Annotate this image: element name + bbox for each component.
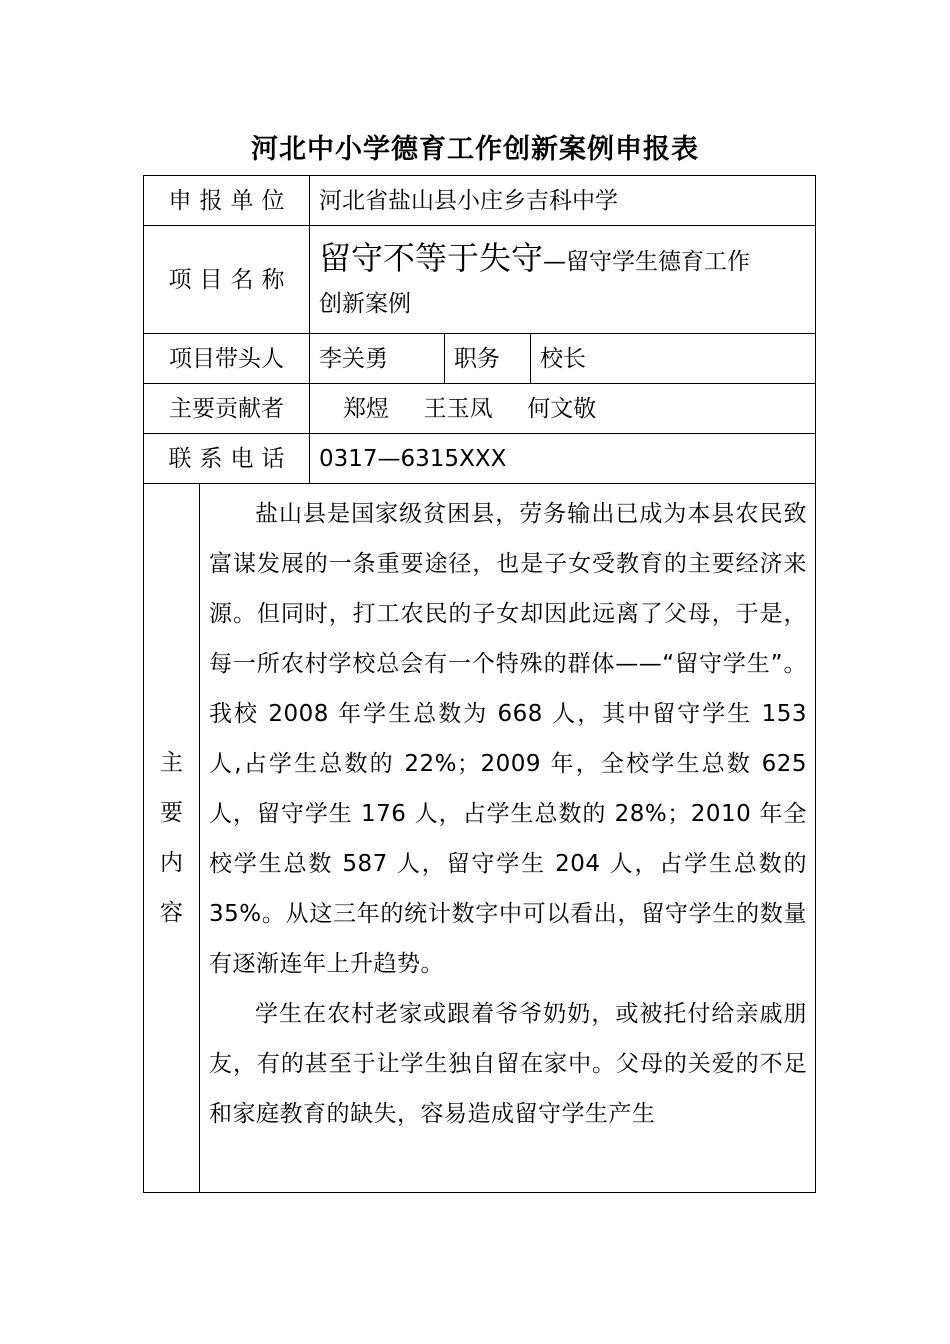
content-paragraph: 盐山县是国家级贫困县，劳务输出已成为本县农民致富谋发展的一条重要途径，也是子女受教育的主要经济来源。但同时，打工农民的子女却因此远离了父母，于是，每一所农村学校总会有一个特殊的群体——“留守学生”。我校 2008 年学生总数为 668 人，其中留守学生 153 人,占学生总数的 22%；2009 年，全校学生总数 625 人，留守学生 176 人，占学生总数的 28%；2010 年全校学生总数 587 人，留守学生 204 人，占学生总数的 35%。从这三年的统计数字中可以看出，留守学生的数量有逐渐连年上升趋势。 [209,501,807,977]
project-leader-value: 李关勇 [310,334,445,384]
applicant-unit-value: 河北省盐山县小庄乡吉科中学 [310,176,816,226]
main-content-label-char: 要 [160,800,183,826]
main-content-label-char: 容 [160,900,183,926]
row-contributors [144,384,816,434]
page-title: 河北中小学德育工作创新案例申报表 [251,134,699,165]
main-content-body [200,484,816,1193]
applicant-unit-label: 申报单位 [144,176,310,226]
project-leader-label: 项目带头人 [144,334,310,384]
content-paragraph: 学生在农村老家或跟着爷爷奶奶，或被托付给亲戚朋友，有的甚至于让学生独自留在家中。父母的关爱的不足和家庭教育的缺失，容易造成留守学生产生 [209,1001,807,1127]
row-project-leader [144,334,816,384]
row-phone [144,434,816,484]
contributors-value: 郑煜 王玉凤 何文敬 [310,384,816,434]
project-name-sub-2: 创新案例 [319,290,411,317]
project-name-label: 项目名称 [144,226,310,334]
position-label: 职务 [445,334,531,384]
application-form-table [143,175,816,1193]
row-project-name [144,226,816,334]
row-main-content [144,484,816,1193]
phone-value: 0317—6315XXX [310,434,816,484]
project-name-main: 留守不等于失守 [319,238,544,277]
main-content-label-char: 内 [160,850,183,876]
position-value: 校长 [531,334,816,384]
main-content-label-char: 主 [160,750,183,776]
project-name-value [310,226,816,334]
row-applicant-unit [144,176,816,226]
contributors-label: 主要贡献者 [144,384,310,434]
project-name-sub: —留守学生德育工作 [543,248,751,275]
phone-label: 联系电话 [144,434,310,484]
main-content-label [144,484,200,1193]
